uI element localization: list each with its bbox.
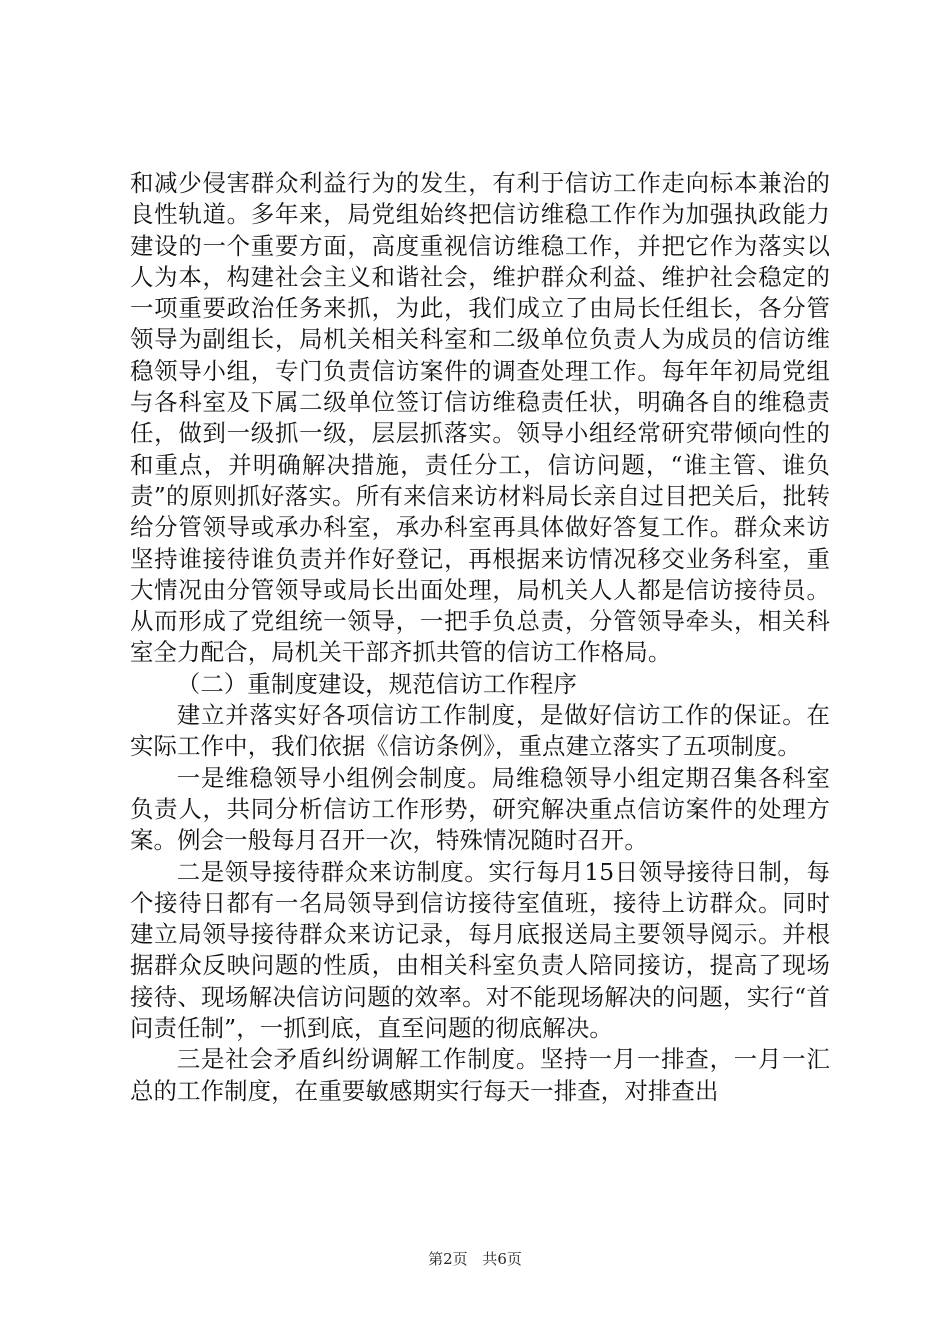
section-heading: （二）重制度建设，规范信访工作程序: [176, 669, 577, 698]
document-body: [130, 168, 830, 1107]
page-total: 共6页: [482, 1250, 522, 1268]
paragraph-continuation: 和减少侵害群众利益行为的发生，有利于信访工作走向标本兼治的良性轨道。多年来，局党组始终把信访维稳工作作为加强执政能力建设的一个重要方面，高度重视信访维稳工作，并把它作为落实以人为本，构建社会主义和谐社会，维护群众利益、维护社会稳定的一项重要政治任务来抓，为此，我们成立了由局长任组长，各分管领导为副组长，局机关相关科室和二级单位负责人为成员的信访维稳领导小组，专门负责信访案件的调查处理工作。每年年初局党组与各科室及下属二级单位签订信访维稳责任状，明确各自的维稳责任，做到一级抓一级，层层抓落实。领导小组经常研究带倾向性的和重点，并明确解决措施，责任分工，信访问题，“谁主管、谁负责”的原则抓好落实。所有来信来访材料局长亲自过目把关后，批转给分管领导或承办科室，承办科室再具体做好答复工作。群众来访坚持谁接待谁负责并作好登记，再根据来访情况移交业务科室，重大情况由分管领导或局长出面处理，局机关人人都是信访接待员。从而形成了党组统一领导，一把手负总责，分管领导牵头，相关科室全力配合，局机关干部齐抓共管的信访工作格局。: [130, 169, 830, 667]
paragraph-item-1: 一是维稳领导小组例会制度。局维稳领导小组定期召集各科室负责人，共同分析信访工作形势，研究解决重点信访案件的处理方案。例会一般每月召开一次，特殊情况随时召开。: [130, 763, 830, 855]
paragraph-intro: 建立并落实好各项信访工作制度，是做好信访工作的保证。在实际工作中，我们依据《信访条例》，重点建立落实了五项制度。: [130, 701, 830, 761]
paragraph-item-3: 三是社会矛盾纠纷调解工作制度。坚持一月一排查，一月一汇总的工作制度，在重要敏感期实行每天一排查，对排查出: [130, 1045, 830, 1105]
page-number: 第2页: [428, 1250, 468, 1268]
page-footer: [0, 1248, 950, 1269]
paragraph-item-2: 二是领导接待群众来访制度。实行每月15日领导接待日制，每个接待日都有一名局领导到信访接待室值班，接待上访群众。同时建立局领导接待群众来访记录，每月底报送局主要领导阅示。并根据群众反映问题的性质，由相关科室负责人陪同接访，提高了现场接待、现场解决信访问题的效率。对不能现场解决的问题，实行“首问责任制”，一抓到底，直至问题的彻底解决。: [130, 857, 830, 1043]
